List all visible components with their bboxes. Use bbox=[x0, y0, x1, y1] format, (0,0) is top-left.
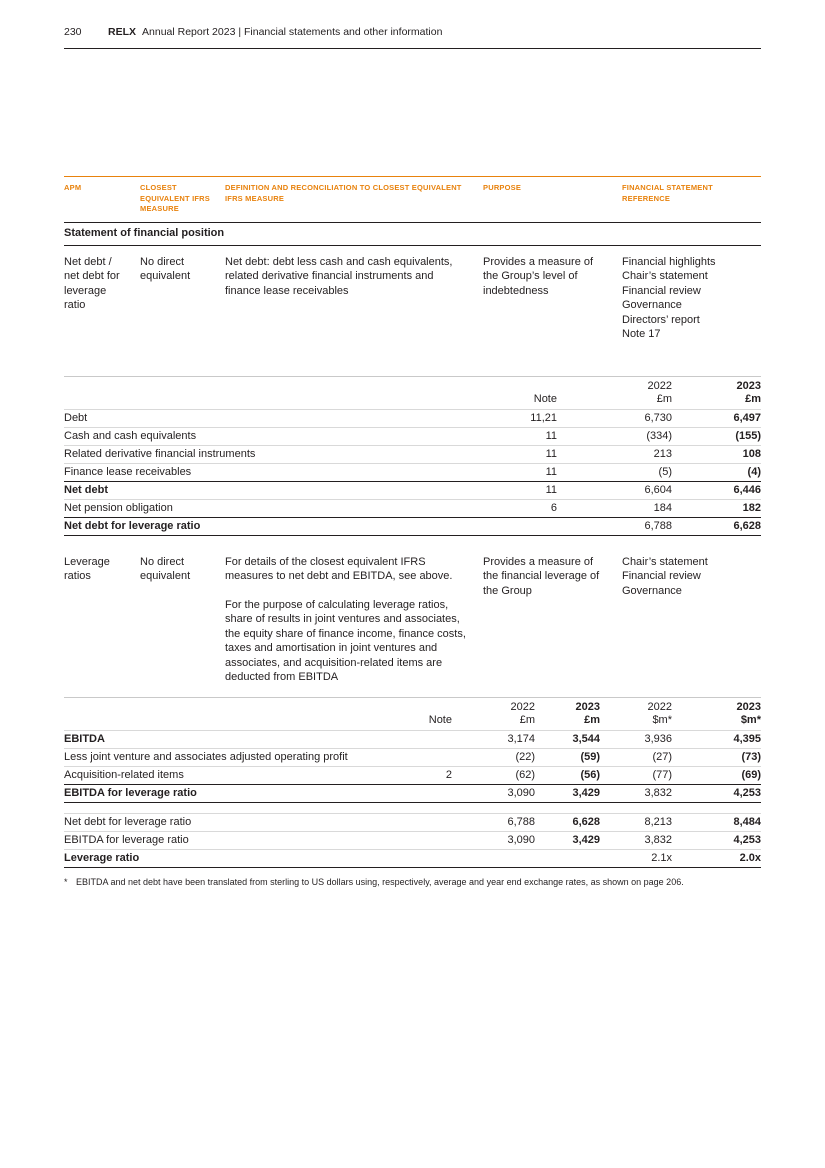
row-label: Related derivative financial instruments bbox=[64, 445, 497, 463]
value-cell-gbp-2023: (59) bbox=[535, 748, 600, 766]
value-cell-2022: 213 bbox=[557, 445, 672, 463]
value-cell-2022: (5) bbox=[557, 463, 672, 481]
reference-item: Chair’s statement bbox=[622, 270, 708, 282]
value-cell-usd-2023: 4,253 bbox=[672, 784, 761, 802]
row-label: Less joint venture and associates adjusted operating profit bbox=[64, 748, 412, 766]
value-cell-gbp-2022: 6,788 bbox=[452, 813, 535, 831]
row-label: Leverage ratio bbox=[64, 849, 412, 867]
reference-item: Financial review bbox=[622, 284, 701, 297]
apm-name: Leverage ratios bbox=[64, 555, 110, 582]
definition-paragraph: Net debt: debt less cash and cash equivalents, related derivative financial instruments and finance lease receivables bbox=[225, 255, 453, 297]
apm-row-leverage-ratios bbox=[64, 546, 761, 685]
value-cell-gbp-2022: 3,090 bbox=[452, 831, 535, 849]
leverage-ratio-table bbox=[64, 813, 761, 868]
equivalent-cell: No direct equivalent bbox=[140, 255, 191, 282]
row-label: EBITDA for leverage ratio bbox=[64, 831, 412, 849]
value-cell-usd-2023: (69) bbox=[672, 766, 761, 784]
definition-cell bbox=[225, 555, 483, 685]
value-cell-2023: (4) bbox=[672, 463, 761, 481]
value-cell-gbp-2023: 3,544 bbox=[535, 730, 600, 748]
note-cell: 2 bbox=[412, 766, 452, 784]
apm-name: Net debt / net debt for leverage ratio bbox=[64, 255, 120, 311]
note-cell bbox=[412, 730, 452, 748]
note-cell bbox=[497, 517, 557, 535]
value-cell-2023: 108 bbox=[672, 445, 761, 463]
value-cell-gbp-2022: 3,090 bbox=[452, 784, 535, 802]
note-cell bbox=[412, 831, 452, 849]
note-cell: 11 bbox=[497, 463, 557, 481]
section-title: Statement of financial position bbox=[64, 222, 761, 246]
value-cell-gbp-2023: (56) bbox=[535, 766, 600, 784]
reference-item: Directors’ report bbox=[622, 313, 700, 326]
apm-row-net-debt bbox=[64, 246, 761, 342]
row-label: Finance lease receivables bbox=[64, 463, 497, 481]
note-cell bbox=[412, 784, 452, 802]
table-row-net-debt-total bbox=[64, 481, 761, 499]
year-header: 2023 bbox=[672, 697, 761, 714]
purpose-cell: Provides a measure of the financial leverage of the Group bbox=[483, 555, 600, 597]
value-cell-usd-2023: 8,484 bbox=[672, 813, 761, 831]
table-row-net-debt-leverage-total bbox=[64, 517, 761, 535]
row-label: Acquisition-related items bbox=[64, 766, 412, 784]
unit-header: $m* bbox=[652, 713, 672, 726]
value-cell-2022: 6,730 bbox=[557, 409, 672, 427]
value-cell-2023: (155) bbox=[672, 427, 761, 445]
reference-item: Governance bbox=[622, 299, 682, 311]
table-row-ebitda-leverage-total bbox=[64, 784, 761, 802]
year-header: 2022 bbox=[452, 697, 535, 714]
value-cell-usd-2023: 2.0x bbox=[672, 849, 761, 867]
definition-paragraph: For the purpose of calculating leverage ratios, share of results in joint ventures and associates, the equity share of finance income, finance costs, taxes and amortisation in joint ventures and associates, and acquisition-related items are deducted from EBITDA bbox=[225, 598, 466, 683]
value-cell-usd-2022: (77) bbox=[600, 766, 672, 784]
row-label: Net debt bbox=[64, 481, 497, 499]
table-row bbox=[64, 499, 761, 517]
brand-logo-text: RELX bbox=[108, 26, 137, 38]
note-cell bbox=[412, 813, 452, 831]
table-row bbox=[64, 766, 761, 784]
row-label: EBITDA bbox=[64, 730, 412, 748]
value-cell-usd-2023: (73) bbox=[672, 748, 761, 766]
footnote-text: EBITDA and net debt have been translated from sterling to US dollars using, respectively, average and year end exchange rates, as shown on page 206. bbox=[76, 876, 684, 887]
value-cell-2023: 6,446 bbox=[672, 481, 761, 499]
col-header-equivalent: CLOSEST EQUIVALENT IFRS MEASURE bbox=[140, 183, 210, 213]
col-header-reference: FINANCIAL STATEMENT REFERENCE bbox=[622, 183, 713, 203]
reference-item: Governance bbox=[622, 584, 682, 597]
ebitda-table bbox=[64, 697, 761, 803]
reference-item: Financial highlights bbox=[622, 255, 716, 268]
value-cell-gbp-2022: (22) bbox=[452, 748, 535, 766]
note-cell: 11 bbox=[497, 481, 557, 499]
row-label: EBITDA for leverage ratio bbox=[64, 784, 412, 802]
ebitda-table-header bbox=[64, 697, 761, 730]
value-cell-2023: 182 bbox=[672, 499, 761, 517]
note-cell: 11 bbox=[497, 427, 557, 445]
note-cell: 11,21 bbox=[497, 409, 557, 427]
year-header: 2023 bbox=[535, 697, 600, 714]
note-cell: 6 bbox=[497, 499, 557, 517]
value-cell-usd-2022: (27) bbox=[600, 748, 672, 766]
note-cell bbox=[412, 748, 452, 766]
reference-item: Note 17 bbox=[622, 328, 661, 340]
col-header-definition: DEFINITION AND RECONCILIATION TO CLOSEST EQUIVALENT IFRS MEASURE bbox=[225, 183, 462, 203]
footnote bbox=[64, 876, 761, 888]
footnote-marker: * bbox=[64, 876, 68, 887]
reference-cell bbox=[622, 255, 761, 342]
reference-item: Financial review bbox=[622, 570, 701, 582]
row-label: Net debt for leverage ratio bbox=[64, 517, 497, 535]
value-cell-usd-2023: 4,253 bbox=[672, 831, 761, 849]
definition-cell bbox=[225, 255, 483, 342]
year-header: 2023 bbox=[672, 376, 761, 393]
table-row bbox=[64, 409, 761, 427]
note-cell bbox=[412, 849, 452, 867]
note-cell: 11 bbox=[497, 445, 557, 463]
value-cell-usd-2022: 8,213 bbox=[600, 813, 672, 831]
page-header bbox=[64, 26, 761, 48]
apm-header-row bbox=[64, 176, 761, 222]
page-number: 230 bbox=[64, 26, 82, 38]
value-cell-gbp-2023 bbox=[535, 849, 600, 867]
col-header-purpose: PURPOSE bbox=[483, 183, 522, 192]
table-row-ebitda bbox=[64, 730, 761, 748]
table-row bbox=[64, 831, 761, 849]
value-cell-2022: 6,788 bbox=[557, 517, 672, 535]
value-cell-gbp-2022: 3,174 bbox=[452, 730, 535, 748]
value-cell-2022: 184 bbox=[557, 499, 672, 517]
net-debt-table-header bbox=[64, 376, 761, 409]
row-label: Net debt for leverage ratio bbox=[64, 813, 412, 831]
running-title: Annual Report 2023 | Financial statements and other information bbox=[142, 26, 443, 38]
table-row bbox=[64, 427, 761, 445]
row-label: Net pension obligation bbox=[64, 499, 497, 517]
value-cell-gbp-2022 bbox=[452, 849, 535, 867]
header-rule bbox=[64, 48, 761, 49]
purpose-cell: Provides a measure of the Group’s level of indebtedness bbox=[483, 255, 594, 297]
reference-cell bbox=[622, 555, 761, 685]
unit-header: £m bbox=[584, 713, 600, 726]
row-label: Debt bbox=[64, 409, 497, 427]
table-row bbox=[64, 445, 761, 463]
value-cell-2023: 6,628 bbox=[672, 517, 761, 535]
equivalent-cell: No direct equivalent bbox=[140, 555, 191, 582]
table-row-leverage-ratio bbox=[64, 849, 761, 867]
value-cell-gbp-2023: 3,429 bbox=[535, 784, 600, 802]
value-cell-2023: 6,497 bbox=[672, 409, 761, 427]
value-cell-gbp-2022: (62) bbox=[452, 766, 535, 784]
value-cell-usd-2022: 3,832 bbox=[600, 831, 672, 849]
reference-item: Chair’s statement bbox=[622, 555, 708, 568]
table-row bbox=[64, 813, 761, 831]
col-header-apm: APM bbox=[64, 183, 82, 192]
year-header: 2022 bbox=[557, 376, 672, 393]
table-row bbox=[64, 748, 761, 766]
note-header: Note bbox=[428, 713, 452, 726]
note-header: Note bbox=[533, 392, 557, 405]
net-debt-table bbox=[64, 376, 761, 536]
unit-header: $m* bbox=[740, 713, 761, 726]
value-cell-usd-2022: 3,832 bbox=[600, 784, 672, 802]
row-label: Cash and cash equivalents bbox=[64, 427, 497, 445]
value-cell-usd-2023: 4,395 bbox=[672, 730, 761, 748]
value-cell-gbp-2023: 3,429 bbox=[535, 831, 600, 849]
value-cell-gbp-2023: 6,628 bbox=[535, 813, 600, 831]
table-row bbox=[64, 463, 761, 481]
unit-header: £m bbox=[745, 392, 761, 405]
value-cell-2022: 6,604 bbox=[557, 481, 672, 499]
year-header: 2022 bbox=[600, 697, 672, 714]
definition-paragraph: For details of the closest equivalent IFRS measures to net debt and EBITDA, see above. bbox=[225, 555, 453, 582]
value-cell-usd-2022: 3,936 bbox=[600, 730, 672, 748]
value-cell-2022: (334) bbox=[557, 427, 672, 445]
value-cell-usd-2022: 2.1x bbox=[600, 849, 672, 867]
unit-header: £m bbox=[519, 713, 535, 726]
unit-header: £m bbox=[656, 392, 672, 405]
apm-table bbox=[64, 176, 761, 888]
